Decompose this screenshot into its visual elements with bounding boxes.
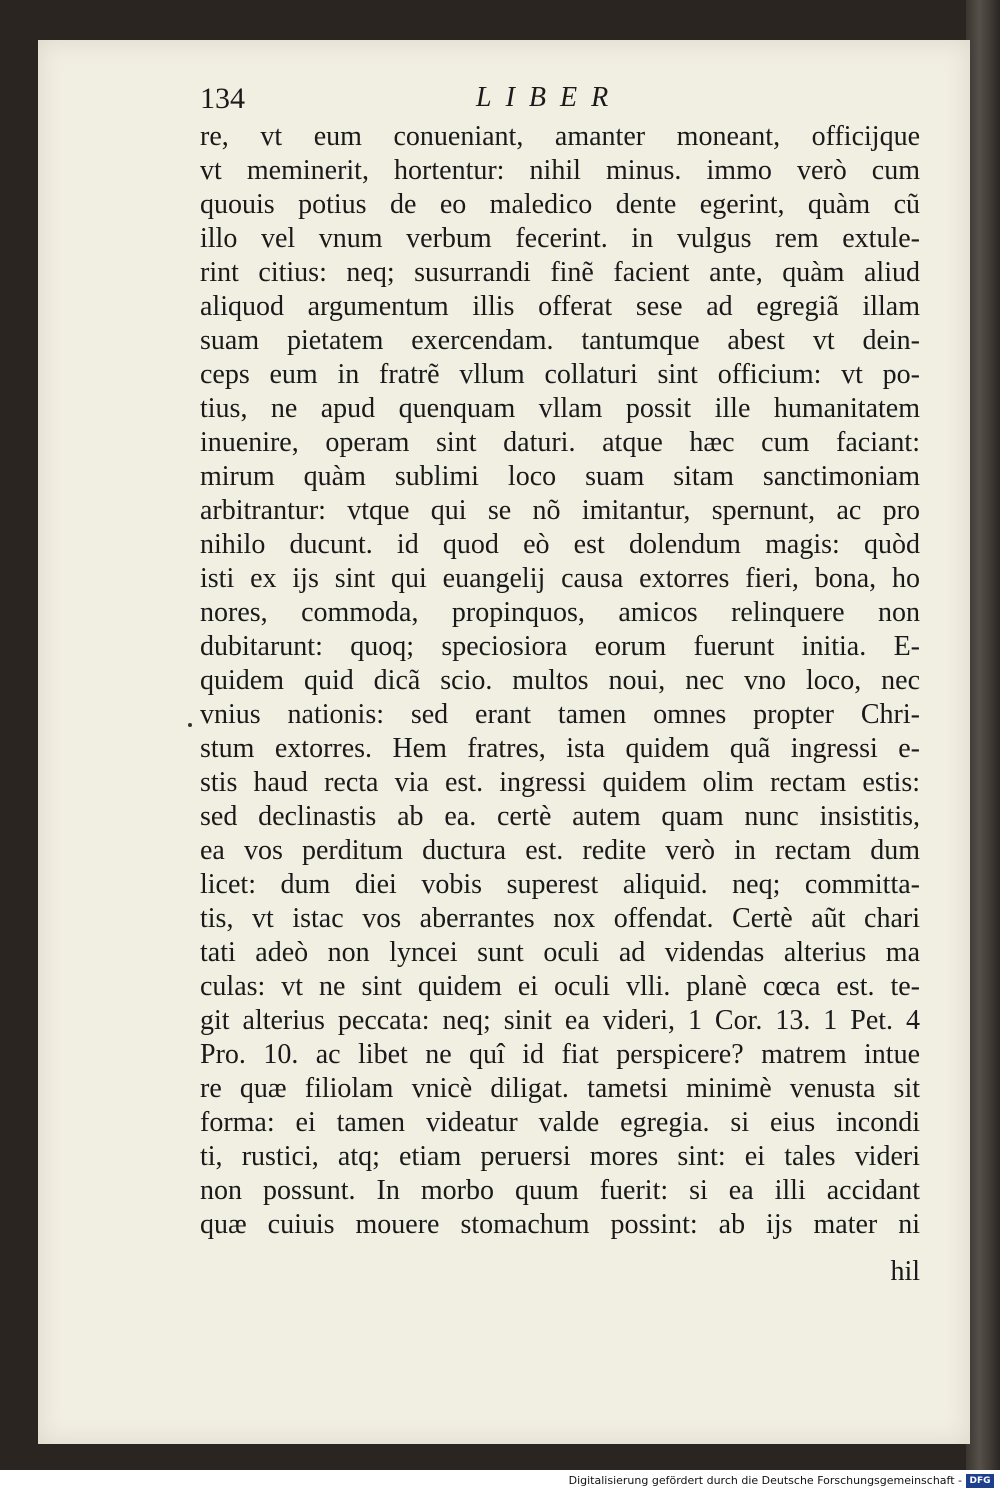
margin-mark [188,723,192,727]
text-line: arbitrantur: vtque qui se nõ imitantur, spernunt, ac pro [200,495,920,526]
text-line: suam pietatem exercendam. tantumque abest vt dein- [200,325,920,356]
text-line: tis, vt istac vos aberrantes nox offendat. Certè aũt chari [200,903,920,934]
text-line: forma: ei tamen videatur valde egregia. si eius incondi [200,1107,920,1138]
text-line: tati adeò non lyncei sunt oculi ad videndas alterius ma [200,937,920,968]
text-line: dubitarunt: quoq; speciosiora eorum fuerunt initia. E- [200,631,920,662]
text-line: ea vos perditum ductura est. redite verò in rectam dum [200,835,920,866]
running-head [200,82,920,122]
text-line: re, vt eum conueniant, amanter moneant, officijque [200,121,920,152]
running-title: LIBER [476,82,623,113]
funding-credit: Digitalisierung gefördert durch die Deutsche Forschungsgemeinschaft - [568,1474,962,1487]
text-line: inuenire, operam sint daturi. atque hæc cum faciant: [200,427,920,458]
text-line: re quæ filiolam vnicè diligat. tametsi minimè venusta sit [200,1073,920,1104]
text-line: nores, commoda, propinquos, amicos relinquere non [200,597,920,628]
text-line: quidem quid dicã scio. multos noui, nec vno loco, nec [200,665,920,696]
text-line: quæ cuiuis mouere stomachum possint: ab ijs mater ni [200,1209,920,1240]
text-line: stis haud recta via est. ingressi quidem olim rectam estis: [200,767,920,798]
text-line: mirum quàm sublimi loco suam sitam sanctimoniam [200,461,920,492]
text-line: tius, ne apud quenquam vllam possit ille humanitatem [200,393,920,424]
text-line: vt meminerit, hortentur: nihil minus. immo verò cum [200,155,920,186]
text-line: ceps eum in fratrẽ vllum collaturi sint officium: vt po- [200,359,920,390]
text-line: sed declinastis ab ea. certè autem quam nunc insistitis, [200,801,920,832]
text-line: illo vel vnum verbum fecerint. in vulgus rem extule- [200,223,920,254]
catchword: hil [890,1256,920,1287]
text-line: stum extorres. Hem fratres, ista quidem quã ingressi e- [200,733,920,764]
text-line: Pro. 10. ac libet ne quî id fiat perspicere? matrem intue [200,1039,920,1070]
text-line: culas: vt ne sint quidem ei oculi vlli. planè cœca est. te- [200,971,920,1002]
text-line: rint citius: neq; susurrandi finẽ facient ante, quàm aliud [200,257,920,288]
body-text [200,120,920,1242]
text-line: quouis potius de eo maledico dente egerint, quàm cũ [200,189,920,220]
text-line: non possunt. In morbo quum fuerit: si ea illi accidant [200,1175,920,1206]
dfg-logo-icon: DFG [966,1474,994,1488]
text-line: vnius nationis: sed erant tamen omnes propter Chri- [200,699,920,730]
text-line: nihilo ducunt. id quod eò est dolendum magis: quòd [200,529,920,560]
text-line: aliquod argumentum illis offerat sese ad egregiã illam [200,291,920,322]
footer [0,1470,1000,1492]
page-number: 134 [200,82,245,115]
text-line: ti, rustici, atq; etiam peruersi mores sint: ei tales videri [200,1141,920,1172]
text-line: isti ex ijs sint qui euangelij causa extorres fieri, bona, ho [200,563,920,594]
text-line: licet: dum diei vobis superest aliquid. neq; committa- [200,869,920,900]
text-line: git alterius peccata: neq; sinit ea videri, 1 Cor. 13. 1 Pet. 4 [200,1005,920,1036]
